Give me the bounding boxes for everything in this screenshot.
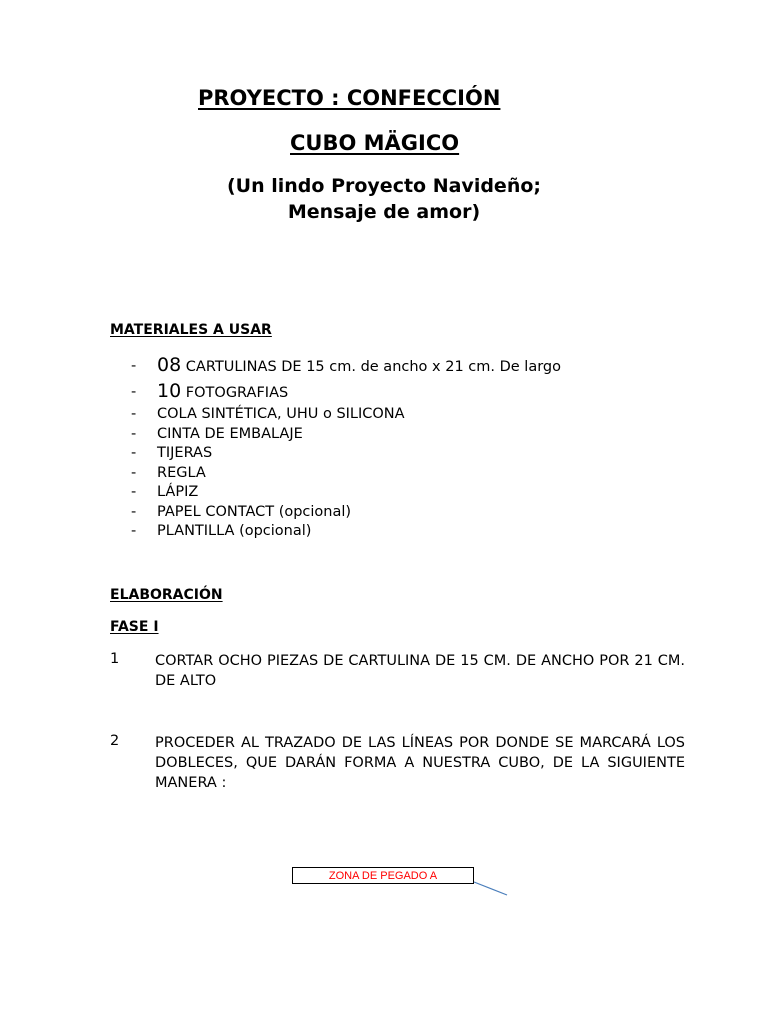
quantity: 10 [157,380,182,402]
list-item-text: COLA SINTÉTICA, UHU o SILICONA [157,406,405,422]
list-bullet: - [131,484,137,500]
list-bullet: - [131,426,137,442]
connector-line [474,882,507,895]
list-bullet: - [131,384,137,400]
list-bullet: - [131,465,137,481]
list-item-text: LÁPIZ [157,484,199,500]
title-line-2: CUBO MÄGICO [290,131,460,155]
glue-zone-a-label: ZONA DE PEGADO A [292,867,474,884]
list-item-text: CINTA DE EMBALAJE [157,426,303,442]
list-item-text [157,354,561,376]
step-text: PROCEDER AL TRAZADO DE LAS LÍNEAS POR DONDE SE MARCARÁ LOS DOBLECES, QUE DARÁN FORMA A NUESTRA CUBO, DE LA SIGUIENTE MANERA : [155,735,685,791]
list-bullet: - [131,358,137,374]
item-label: FOTOGRAFIAS [181,385,289,401]
subtitle-line-2: Mensaje de amor) [287,201,481,223]
title-line-1: PROYECTO : CONFECCIÓN [198,86,501,110]
step-number: 1 [110,651,120,667]
list-item-text: PLANTILLA (opcional) [157,523,312,539]
quantity: 08 [157,354,182,376]
list-bullet: - [131,406,137,422]
list-bullet: - [131,504,137,520]
item-label: CARTULINAS DE 15 cm. de ancho x 21 cm. De largo [181,359,561,375]
list-bullet: - [131,445,137,461]
list-bullet: - [131,523,137,539]
phase-heading: FASE I [110,619,159,635]
materials-heading: MATERIALES A USAR [110,322,272,338]
list-item-text: TIJERAS [157,445,213,461]
list-item-text: PAPEL CONTACT (opcional) [157,504,352,520]
list-item-text: REGLA [157,465,206,481]
step-number: 2 [110,733,120,749]
list-item-text [157,380,288,402]
step-text: CORTAR OCHO PIEZAS DE CARTULINA DE 15 CM. DE ANCHO POR 21 CM. DE ALTO [155,653,685,689]
connector-line-svg [470,878,514,902]
elaboration-heading: ELABORACIÓN [110,587,223,603]
subtitle-line-1: (Un lindo Proyecto Navideño; [227,175,541,197]
